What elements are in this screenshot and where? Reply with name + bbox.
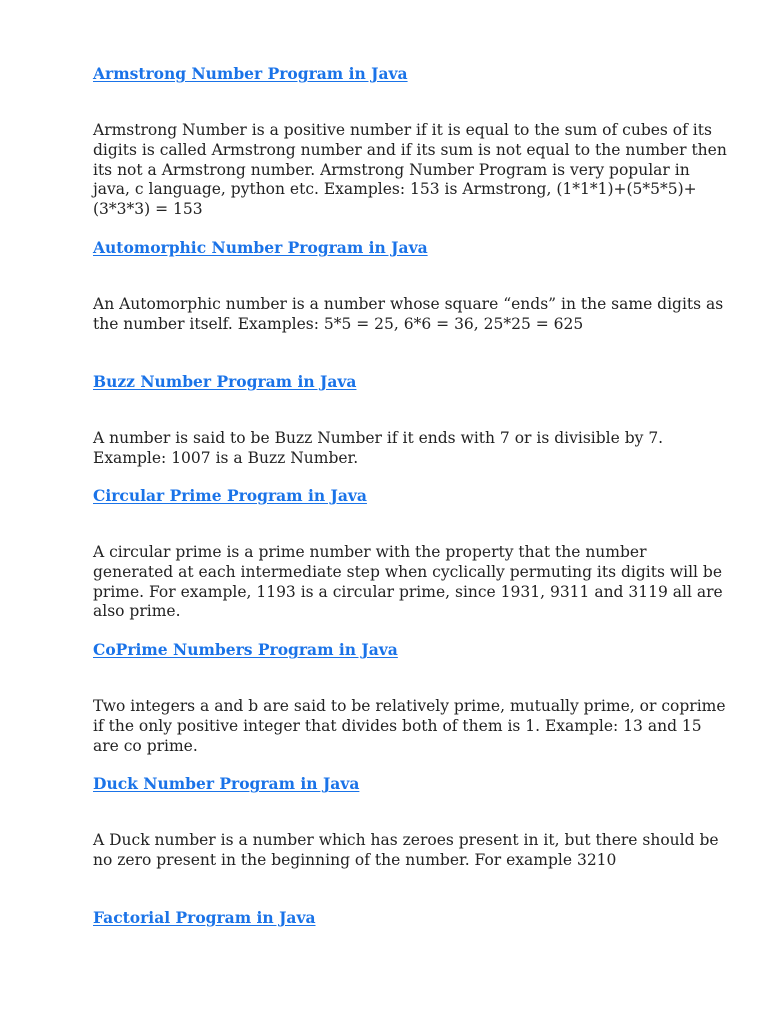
heading-automorphic-link[interactable]: Automorphic Number Program in Java (93, 238, 428, 257)
heading-duck-link[interactable]: Duck Number Program in Java (93, 774, 360, 793)
paragraph-circular-prime: A circular prime is a prime number with the property that the number generated at each intermediate step when cyclically permuting its digits will be prime. For example, 1193 is a circular prime, since 1931, 9311 and 3119 all are also prime. (93, 543, 723, 621)
heading-factorial-link[interactable]: Factorial Program in Java (93, 908, 316, 927)
paragraph-armstrong: Armstrong Number is a positive number if it is equal to the sum of cubes of its digits is called Armstrong number and if its sum is not equal to the number then its not a Armstrong number. Armstrong Number Program is very popular in java, c language, python etc. Examples: 153 is Armstrong, (1*1*1)+(5*5*5)+(3*3*3) = 153 (93, 121, 727, 219)
paragraph-automorphic: An Automorphic number is a number whose square “ends” in the same digits as the number itself. Examples: 5*5 = 25, 6*6 = 36, 25*25 = 625 (93, 295, 724, 333)
paragraph-buzz: A number is said to be Buzz Number if it ends with 7 or is divisible by 7. Example: 1007 is a Buzz Number. (93, 429, 664, 467)
heading-coprime-link[interactable]: CoPrime Numbers Program in Java (93, 640, 398, 659)
paragraph-duck: A Duck number is a number which has zeroes present in it, but there should be no zero present in the beginning of the number. For example 3210 (93, 831, 719, 869)
heading-circular-prime-link[interactable]: Circular Prime Program in Java (93, 486, 367, 505)
paragraph-coprime: Two integers a and b are said to be relatively prime, mutually prime, or coprime if the only positive integer that divides both of them is 1. Example: 13 and 15 are co prime. (93, 697, 726, 755)
heading-armstrong-link[interactable]: Armstrong Number Program in Java (93, 64, 408, 83)
heading-buzz-link[interactable]: Buzz Number Program in Java (93, 372, 357, 391)
